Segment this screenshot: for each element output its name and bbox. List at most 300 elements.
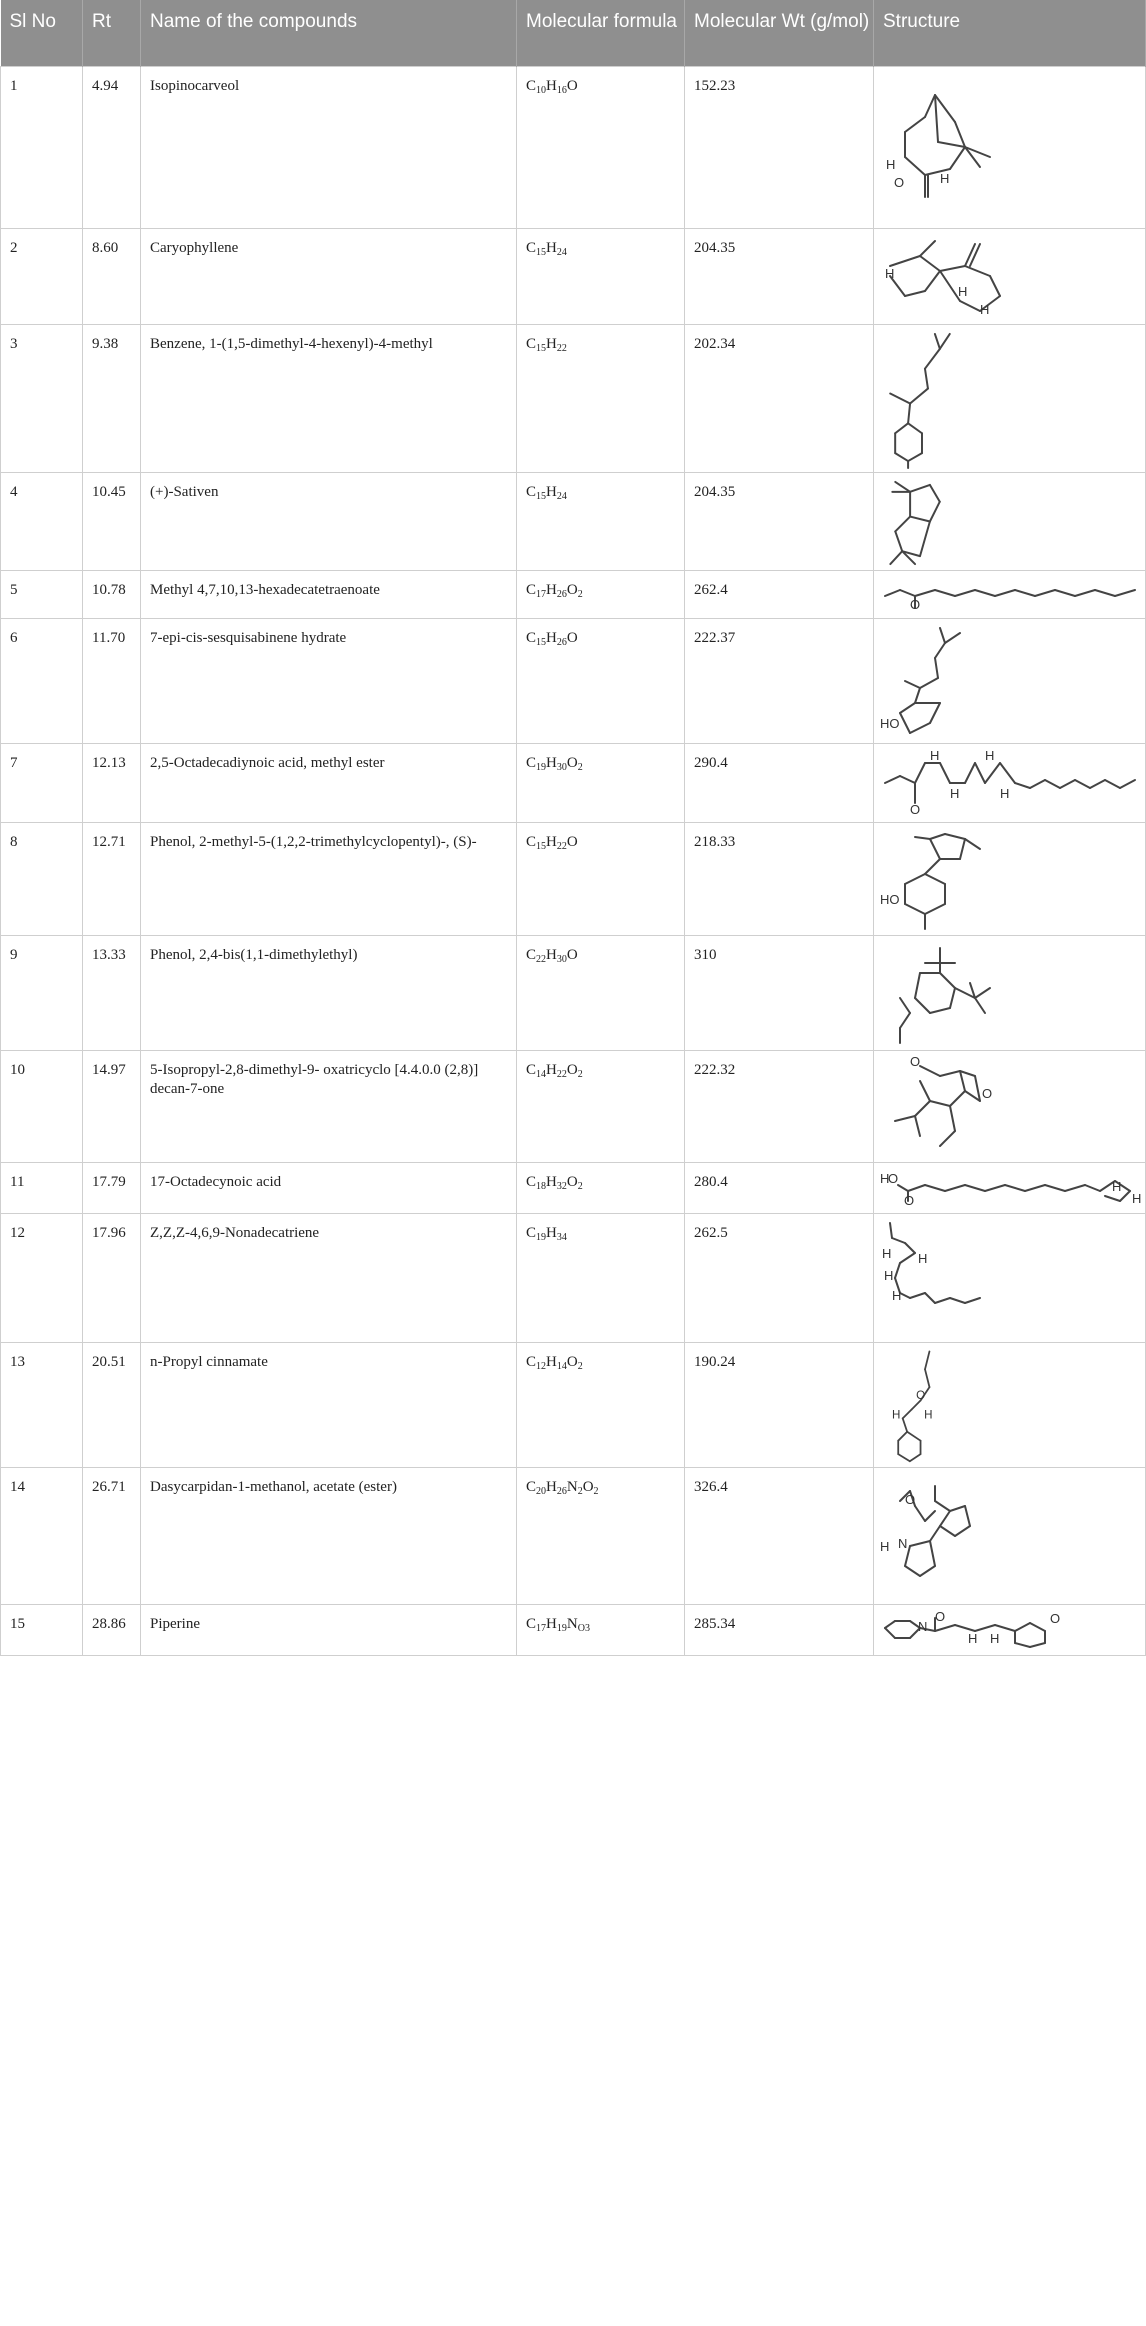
header-structure: Structure bbox=[874, 0, 1146, 66]
structure-cell bbox=[874, 324, 1146, 472]
piperine-structure-icon bbox=[880, 1608, 1130, 1647]
bond-line bbox=[935, 1298, 950, 1303]
bond-line bbox=[930, 703, 940, 723]
atom-label: H bbox=[885, 266, 895, 281]
bond-line bbox=[895, 531, 902, 551]
bond-line bbox=[910, 516, 930, 521]
bond-line bbox=[1065, 1185, 1085, 1191]
bond-line bbox=[935, 1501, 950, 1511]
atom-label: O bbox=[910, 597, 921, 612]
bond-line bbox=[1075, 590, 1095, 596]
bond-line bbox=[905, 1566, 920, 1576]
bond-line bbox=[970, 244, 980, 266]
bond-line bbox=[1060, 780, 1075, 788]
formula-element: H bbox=[546, 239, 557, 256]
formula-subscript: 24 bbox=[556, 246, 567, 258]
bond-line bbox=[945, 633, 960, 643]
structure-cell bbox=[874, 472, 1146, 570]
structure-cell bbox=[874, 1604, 1146, 1655]
atom-label: O bbox=[982, 1086, 993, 1101]
bond-line bbox=[895, 453, 908, 461]
bond-line bbox=[935, 333, 940, 348]
molecular-formula-cell bbox=[517, 228, 685, 324]
bond-line bbox=[938, 142, 965, 147]
formula-subscript: 12 bbox=[536, 1360, 547, 1372]
formula-element: H bbox=[546, 833, 557, 850]
structure-cell bbox=[874, 66, 1146, 228]
bond-line bbox=[985, 1185, 1005, 1191]
bond-line bbox=[910, 1454, 921, 1461]
table-row bbox=[1, 743, 1146, 822]
rt-cell: 20.51 bbox=[83, 1342, 141, 1467]
bond-line bbox=[940, 1131, 955, 1146]
atom-label: O bbox=[910, 801, 921, 817]
molecular-formula-cell bbox=[517, 935, 685, 1050]
isopinocarveol-structure-icon bbox=[880, 87, 990, 207]
bond-line bbox=[900, 998, 910, 1013]
table-row bbox=[1, 1604, 1146, 1655]
compound-name-cell: 2,5-Octadecadiynoic acid, methyl ester bbox=[141, 743, 517, 822]
bond-line bbox=[885, 776, 900, 783]
rt-cell: 17.79 bbox=[83, 1162, 141, 1213]
bond-line bbox=[890, 256, 920, 266]
bond-line bbox=[965, 839, 980, 849]
bond-line bbox=[920, 678, 938, 688]
atom-label: O bbox=[1050, 1610, 1061, 1626]
bond-line bbox=[915, 837, 930, 839]
header-molecular-wt: Molecular Wt (g/mol) bbox=[685, 0, 874, 66]
bond-line bbox=[930, 484, 940, 501]
bond-line bbox=[900, 713, 910, 733]
formula-element: O bbox=[566, 629, 578, 646]
atom-label: H bbox=[1112, 1178, 1122, 1194]
molecular-formula-cell bbox=[517, 1342, 685, 1467]
bond-line bbox=[1005, 1185, 1025, 1191]
header-sl-no: Sl No bbox=[1, 0, 83, 66]
bond-line bbox=[905, 117, 925, 132]
atom-label: H bbox=[968, 1630, 978, 1646]
formula-element: C bbox=[526, 1061, 537, 1078]
bond-line bbox=[1090, 780, 1105, 788]
molecular-weight-cell: 262.4 bbox=[685, 570, 874, 618]
rt-cell: 11.70 bbox=[83, 618, 141, 743]
formula-subscript: 18 bbox=[536, 1180, 547, 1192]
bond-line bbox=[908, 1185, 925, 1191]
formula-element: H bbox=[546, 1615, 557, 1632]
molecular-weight-cell: 152.23 bbox=[685, 66, 874, 228]
formula-element: H bbox=[546, 483, 557, 500]
structure-cell bbox=[874, 570, 1146, 618]
compound-name-cell: Benzene, 1-(1,5-dimethyl-4-hexenyl)-4-methyl bbox=[141, 324, 517, 472]
atom-label: N bbox=[918, 1618, 928, 1634]
bond-line bbox=[905, 157, 925, 175]
bond-line bbox=[965, 1506, 970, 1526]
formula-subscript: 22 bbox=[556, 840, 567, 852]
bond-line bbox=[940, 628, 945, 643]
formula-subscript: 30 bbox=[556, 953, 567, 965]
formula-element: H bbox=[546, 1173, 557, 1190]
bond-line bbox=[915, 998, 930, 1013]
bond-line bbox=[895, 516, 910, 531]
formula-subscript: 24 bbox=[556, 490, 567, 502]
atom-label: H bbox=[950, 785, 960, 801]
atom-label: O bbox=[904, 1192, 915, 1208]
atom-label: O bbox=[905, 1491, 916, 1507]
formula-element: H bbox=[546, 754, 557, 771]
atom-label: O bbox=[888, 1170, 899, 1186]
formula-element: C bbox=[526, 629, 537, 646]
molecular-formula-cell bbox=[517, 822, 685, 935]
formula-element: H bbox=[546, 629, 557, 646]
molecular-formula-cell bbox=[517, 1467, 685, 1604]
bond-line bbox=[1030, 1643, 1045, 1647]
molecular-weight-cell: 202.34 bbox=[685, 324, 874, 472]
molecular-weight-cell: 285.34 bbox=[685, 1604, 874, 1655]
formula-element: H bbox=[546, 1061, 557, 1078]
bond-line bbox=[930, 839, 940, 859]
bond-line bbox=[1015, 1623, 1030, 1631]
table-row bbox=[1, 1213, 1146, 1342]
atom-label: H bbox=[924, 1407, 933, 1421]
formula-subscript: 2 bbox=[577, 1485, 583, 1497]
bond-line bbox=[940, 1526, 955, 1536]
rt-cell: 26.71 bbox=[83, 1467, 141, 1604]
bond-line bbox=[1120, 780, 1135, 788]
molecular-weight-cell: 204.35 bbox=[685, 472, 874, 570]
bond-line bbox=[1120, 1191, 1130, 1201]
bond-line bbox=[930, 501, 940, 521]
compound-name-cell: Isopinocarveol bbox=[141, 66, 517, 228]
sl-no-cell: 11 bbox=[1, 1162, 83, 1213]
atom-label: H bbox=[930, 747, 940, 763]
bond-line bbox=[1115, 590, 1135, 596]
bond-line bbox=[925, 348, 940, 368]
compound-name-cell: (+)-Sativen bbox=[141, 472, 517, 570]
compound-name-cell: Caryophyllene bbox=[141, 228, 517, 324]
formula-subscript: 10 bbox=[536, 84, 547, 96]
table-row bbox=[1, 570, 1146, 618]
sl-no-cell: 4 bbox=[1, 472, 83, 570]
formula-subscript: 14 bbox=[556, 1360, 567, 1372]
bond-line bbox=[925, 1185, 945, 1191]
bond-line bbox=[990, 276, 1000, 296]
structure-cell bbox=[874, 618, 1146, 743]
atom-label: H bbox=[1000, 785, 1010, 801]
formula-element: C bbox=[526, 581, 537, 598]
molecular-weight-cell: 222.32 bbox=[685, 1050, 874, 1162]
formula-subscript: 2 bbox=[593, 1485, 599, 1497]
bond-line bbox=[890, 1223, 892, 1238]
bond-line bbox=[885, 1628, 895, 1638]
formula-element: O bbox=[566, 77, 578, 94]
sl-no-cell: 2 bbox=[1, 228, 83, 324]
bond-line bbox=[935, 590, 955, 596]
sl-no-cell: 3 bbox=[1, 324, 83, 472]
molecular-formula-cell bbox=[517, 324, 685, 472]
molecular-weight-cell: 222.37 bbox=[685, 618, 874, 743]
compound-name-cell: Z,Z,Z-4,6,9-Nonadecatriene bbox=[141, 1213, 517, 1342]
bond-line bbox=[885, 1621, 895, 1628]
bond-line bbox=[920, 241, 935, 256]
formula-subscript: 2 bbox=[577, 588, 583, 600]
bond-line bbox=[975, 590, 995, 596]
formula-subscript: 15 bbox=[536, 246, 547, 258]
formula-element: O bbox=[582, 1478, 594, 1495]
bond-line bbox=[1015, 783, 1030, 788]
atom-label: HO bbox=[880, 716, 900, 731]
atom-label: O bbox=[910, 1054, 921, 1069]
formula-element: C bbox=[526, 239, 537, 256]
bond-line bbox=[908, 403, 910, 423]
rt-cell: 28.86 bbox=[83, 1604, 141, 1655]
compound-name-cell: Phenol, 2,4-bis(1,1-dimethylethyl) bbox=[141, 935, 517, 1050]
bond-line bbox=[915, 590, 935, 596]
bond-line bbox=[935, 643, 945, 658]
formula-subscript: 22 bbox=[556, 1068, 567, 1080]
bond-line bbox=[910, 388, 928, 403]
molecular-formula-cell bbox=[517, 1213, 685, 1342]
rt-cell: 8.60 bbox=[83, 228, 141, 324]
molecular-formula-cell bbox=[517, 472, 685, 570]
bond-line bbox=[1030, 780, 1045, 788]
caryophyllene-structure-icon bbox=[880, 236, 1030, 316]
bond-line bbox=[898, 1185, 908, 1191]
bond-line bbox=[920, 256, 940, 271]
formula-element: C bbox=[526, 754, 537, 771]
bond-line bbox=[935, 1625, 955, 1631]
bond-line bbox=[900, 1253, 915, 1263]
bond-line bbox=[950, 988, 955, 1008]
formula-subscript: 34 bbox=[556, 1231, 567, 1243]
atom-label: O bbox=[894, 175, 905, 190]
bond-line bbox=[1035, 590, 1055, 596]
bond-line bbox=[965, 266, 990, 276]
formula-element: C bbox=[526, 1173, 537, 1190]
structure-cell bbox=[874, 1467, 1146, 1604]
formula-element: H bbox=[546, 1224, 557, 1241]
bond-line bbox=[908, 453, 922, 461]
bond-line bbox=[910, 1541, 930, 1546]
bond-line bbox=[925, 1351, 929, 1369]
bond-line bbox=[935, 95, 938, 142]
bond-line bbox=[905, 904, 925, 914]
molecular-formula-cell bbox=[517, 618, 685, 743]
formula-subscript: 22 bbox=[536, 953, 547, 965]
compound-name-cell: n-Propyl cinnamate bbox=[141, 1342, 517, 1467]
formula-element: H bbox=[546, 335, 557, 352]
formula-element: C bbox=[526, 1224, 537, 1241]
formula-element: C bbox=[526, 1478, 537, 1495]
compound-name-cell: Piperine bbox=[141, 1604, 517, 1655]
table-header-row bbox=[1, 0, 1146, 66]
bond-line bbox=[925, 1369, 929, 1387]
bond-line bbox=[950, 147, 965, 169]
bond-line bbox=[965, 1298, 980, 1303]
formula-subscript: 17 bbox=[536, 1622, 547, 1634]
atom-label: H bbox=[880, 1538, 890, 1554]
bond-line bbox=[920, 1566, 935, 1576]
bond-line bbox=[960, 1071, 975, 1076]
table-row bbox=[1, 324, 1146, 472]
sl-no-cell: 12 bbox=[1, 1213, 83, 1342]
atom-label: H bbox=[886, 157, 896, 172]
bond-line bbox=[940, 271, 960, 301]
table-row bbox=[1, 1050, 1146, 1162]
formula-subscript: 2 bbox=[577, 1068, 583, 1080]
sl-no-cell: 7 bbox=[1, 743, 83, 822]
bond-line bbox=[965, 763, 975, 783]
atom-label: H bbox=[940, 171, 950, 186]
bond-line bbox=[892, 1238, 905, 1243]
formula-element: C bbox=[526, 1353, 537, 1370]
sesquisabinene-hydrate-structure-icon bbox=[880, 623, 970, 738]
atom-label: H bbox=[1132, 1190, 1142, 1206]
bond-line bbox=[925, 368, 928, 388]
bond-line bbox=[950, 1298, 965, 1303]
octadecynoic-acid-structure-icon bbox=[880, 1170, 1142, 1208]
bond-line bbox=[940, 333, 950, 348]
formula-subscript: 15 bbox=[536, 636, 547, 648]
sl-no-cell: 9 bbox=[1, 935, 83, 1050]
formula-element: H bbox=[546, 946, 557, 963]
formula-element: C bbox=[526, 946, 537, 963]
molecular-weight-cell: 262.5 bbox=[685, 1213, 874, 1342]
bond-line bbox=[960, 1071, 965, 1091]
bond-line bbox=[975, 763, 985, 783]
bond-line bbox=[920, 1066, 940, 1076]
bond-line bbox=[930, 1526, 940, 1541]
bond-line bbox=[940, 1071, 960, 1076]
bond-line bbox=[910, 1293, 925, 1298]
molecular-formula-cell bbox=[517, 570, 685, 618]
bond-line bbox=[1015, 1643, 1030, 1647]
formula-subscript: 14 bbox=[536, 1068, 547, 1080]
dasycarpidan-acetate-structure-icon bbox=[880, 1476, 1000, 1596]
bond-line bbox=[935, 95, 955, 122]
bond-line bbox=[975, 998, 985, 1013]
bond-line bbox=[1045, 1185, 1065, 1191]
bond-line bbox=[925, 271, 940, 291]
formula-element: C bbox=[526, 1615, 537, 1632]
bond-line bbox=[940, 1511, 950, 1526]
molecular-weight-cell: 280.4 bbox=[685, 1162, 874, 1213]
compound-name-cell: 5-Isopropyl-2,8-dimethyl-9- oxatricyclo [4.4.0.0 (2,8)] decan-7-one bbox=[141, 1050, 517, 1162]
bond-line bbox=[910, 484, 930, 491]
compound-name-cell: Dasycarpidan-1-methanol, acetate (ester) bbox=[141, 1467, 517, 1604]
rt-cell: 10.78 bbox=[83, 570, 141, 618]
formula-element: H bbox=[546, 1353, 557, 1370]
atom-label: N bbox=[898, 1535, 908, 1551]
formula-element: O bbox=[566, 1353, 578, 1370]
sl-no-cell: 5 bbox=[1, 570, 83, 618]
formula-element: C bbox=[526, 833, 537, 850]
bond-line bbox=[885, 590, 900, 596]
compound-name-cell: Phenol, 2-methyl-5-(1,2,2-trimethylcyclopentyl)-, (S)- bbox=[141, 822, 517, 935]
atom-label: H bbox=[891, 1407, 901, 1421]
atom-label: H bbox=[892, 1287, 902, 1303]
compound-name-cell: Methyl 4,7,10,13-hexadecatetraenoate bbox=[141, 570, 517, 618]
formula-subscript: 26 bbox=[556, 588, 567, 600]
bond-line bbox=[905, 681, 920, 688]
formula-element: O bbox=[566, 754, 578, 771]
formula-element: O bbox=[566, 581, 578, 598]
octadecadiynoate-structure-icon bbox=[880, 748, 1140, 818]
bond-line bbox=[890, 551, 902, 564]
bond-line bbox=[908, 423, 922, 433]
bond-line bbox=[920, 521, 930, 556]
bond-line bbox=[995, 590, 1015, 596]
bond-line bbox=[940, 973, 955, 988]
formula-element: C bbox=[526, 483, 537, 500]
bond-line bbox=[905, 874, 925, 884]
rt-cell: 4.94 bbox=[83, 66, 141, 228]
atom-label: O bbox=[935, 1608, 946, 1624]
propyl-cinnamate-structure-icon bbox=[880, 1347, 970, 1463]
bond-line bbox=[1085, 1185, 1100, 1191]
structure-cell bbox=[874, 822, 1146, 935]
rt-cell: 12.13 bbox=[83, 743, 141, 822]
bond-line bbox=[955, 590, 975, 596]
bond-line bbox=[895, 1263, 900, 1278]
bond-line bbox=[945, 1185, 965, 1191]
nonadecatriene-structure-icon bbox=[880, 1218, 980, 1338]
molecular-formula-cell bbox=[517, 1162, 685, 1213]
bond-line bbox=[925, 859, 940, 874]
structure-cell bbox=[874, 1050, 1146, 1162]
bond-line bbox=[930, 1101, 950, 1106]
molecular-weight-cell: 290.4 bbox=[685, 743, 874, 822]
bond-line bbox=[925, 904, 945, 914]
formula-element: O bbox=[566, 946, 578, 963]
formula-subscript: 16 bbox=[556, 84, 567, 96]
molecular-formula-cell bbox=[517, 743, 685, 822]
bond-line bbox=[895, 481, 910, 491]
table-row bbox=[1, 1162, 1146, 1213]
formula-subscript: 2 bbox=[577, 1180, 583, 1192]
formula-subscript: 15 bbox=[536, 342, 547, 354]
bond-line bbox=[965, 1185, 985, 1191]
bond-line bbox=[930, 834, 945, 839]
sativen-structure-icon bbox=[880, 477, 960, 566]
table-row bbox=[1, 66, 1146, 228]
formula-element: C bbox=[526, 77, 537, 94]
formula-subscript: O bbox=[577, 1622, 585, 1634]
bond-line bbox=[1025, 1185, 1045, 1191]
bond-line bbox=[900, 703, 915, 713]
bond-line bbox=[915, 763, 925, 783]
formula-element: N bbox=[566, 1615, 578, 1632]
bond-line bbox=[1095, 590, 1115, 596]
table-row bbox=[1, 618, 1146, 743]
bond-line bbox=[930, 1541, 935, 1566]
bond-line bbox=[900, 1293, 910, 1298]
rt-cell: 17.96 bbox=[83, 1213, 141, 1342]
header-rt: Rt bbox=[83, 0, 141, 66]
formula-subscript: 19 bbox=[556, 1622, 567, 1634]
structure-cell bbox=[874, 1162, 1146, 1213]
molecular-formula-cell bbox=[517, 1050, 685, 1162]
bond-line bbox=[930, 1008, 950, 1013]
structure-cell bbox=[874, 935, 1146, 1050]
rt-cell: 9.38 bbox=[83, 324, 141, 472]
bond-line bbox=[915, 688, 920, 703]
bond-line bbox=[975, 988, 990, 998]
formula-subscript: 19 bbox=[536, 761, 547, 773]
atom-label: H bbox=[990, 1630, 1000, 1646]
bond-line bbox=[895, 423, 908, 433]
formula-subscript: 15 bbox=[536, 840, 547, 852]
sl-no-cell: 13 bbox=[1, 1342, 83, 1467]
